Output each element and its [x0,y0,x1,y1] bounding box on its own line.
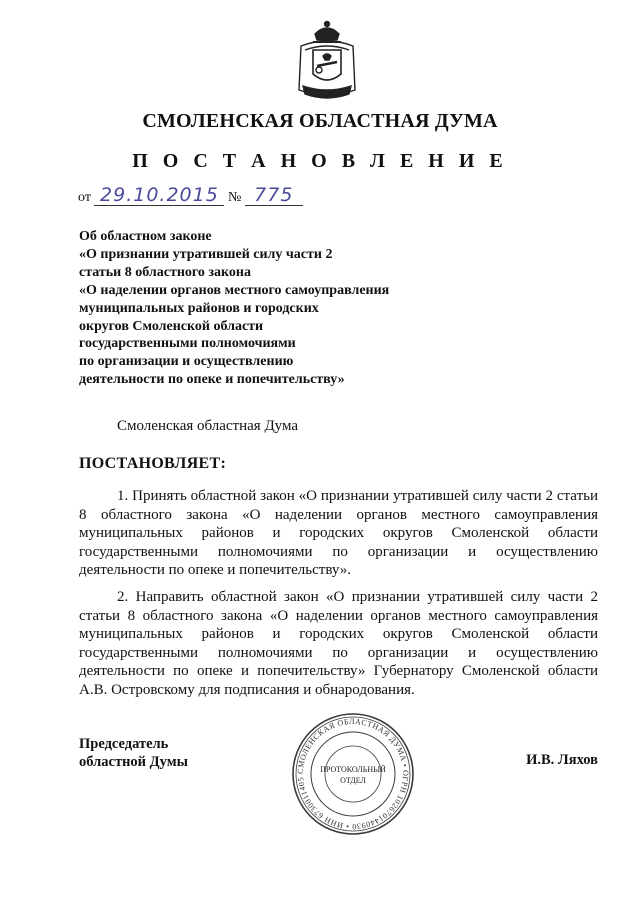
organization-title: СМОЛЕНСКАЯ ОБЛАСТНАЯ ДУМА [142,110,498,132]
subject-line: «О признании утратившей силу части 2 [79,246,333,262]
number-prefix: № [227,190,242,205]
position-line: областной Думы [79,754,188,770]
subject-line: «О наделении органов местного самоуправления [79,282,390,298]
subject-line: муниципальных районов и городских [79,300,319,316]
resolves-heading: ПОСТАНОВЛЯЕТ: [79,455,227,472]
position-line: Председатель [79,736,169,752]
issuing-body: Смоленская областная Дума [117,418,299,434]
seal-ring-text: СМОЛЕНСКАЯ ОБЛАСТНАЯ ДУМА • ОГРН 1026701440930 • ИНН 6730011405 [295,716,411,832]
subject-line: деятельности по опеке и попечительству» [79,372,345,388]
resolution-paragraph-2: 2. Направить областной закон «О признании утратившей силу части 2 статьи 8 областного закона «О наделении органов местного самоуправления муниципальных районов и городских округов Смоленской области государственными полномочиями по организации и осуществлению деятельности по опеке и попечительству» Губернатору Смоленской области А.В. Островскому для подписания и обнародования. [79,589,598,698]
subject-line: Об областном законе [79,229,212,244]
smolensk-coat-of-arms-icon [293,20,361,102]
seal-center-line-2: ОТДЕЛ [340,776,366,785]
signatory-name: И.В. Ляхов [526,752,598,768]
resolution-paragraph-1: 1. Принять областной закон «О признании утратившей силу части 2 статьи 8 областного закона «О наделении органов местного самоуправления муниципальных районов и городских округов Смоленской области государственными полномочиями по организации и осуществлению деятельности по опеке и попечительству». [79,488,598,579]
subject-line: округов Смоленской области [79,318,264,334]
seal-center-line-1: ПРОТОКОЛЬНЫЙ [320,765,386,774]
document-number: 775 [245,185,303,206]
document-subject [79,228,499,389]
date-prefix: от [78,190,91,205]
document-type: П О С Т А Н О В Л Е Н И Е [132,150,508,172]
subject-line: статьи 8 областного закона [79,264,251,280]
subject-line: государственными полномочиями [79,336,296,352]
document-date: 29.10.2015 [94,185,224,206]
subject-line: по организации и осуществлению [79,354,294,370]
official-seal-stamp-icon [291,712,415,836]
document-meta [78,185,303,209]
signatory-position [79,735,188,771]
